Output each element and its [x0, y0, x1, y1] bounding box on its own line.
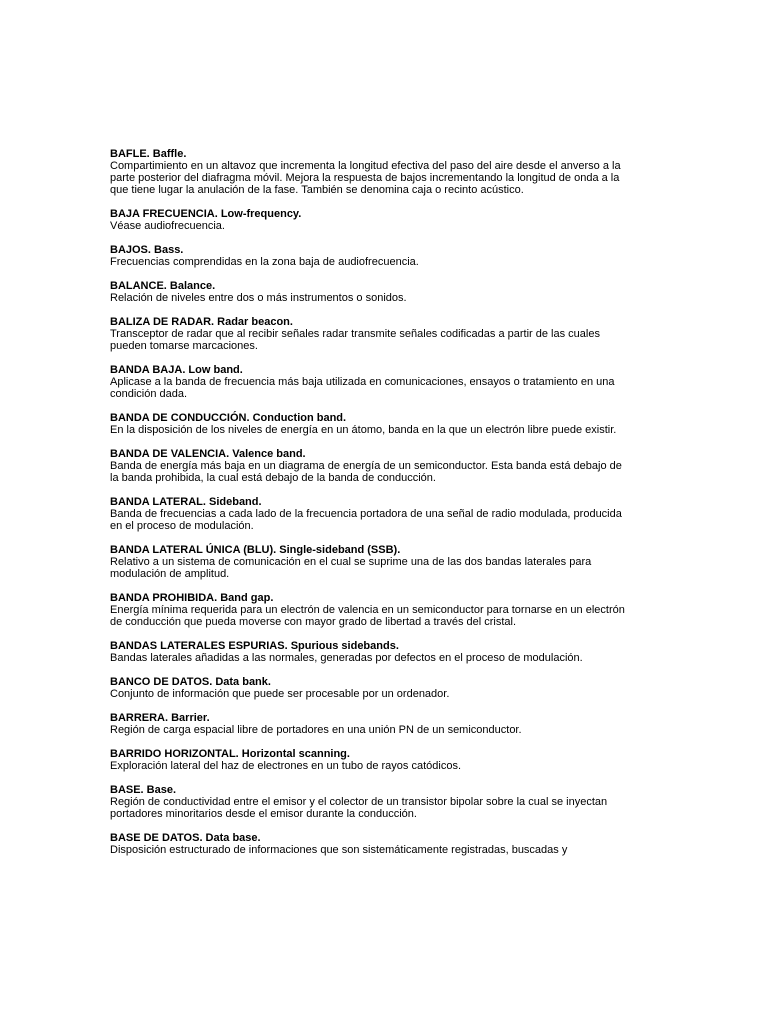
- glossary-entry: [110, 316, 625, 352]
- glossary-entry: [110, 448, 625, 484]
- entry-definition: Transceptor de radar que al recibir señales radar transmite señales codificadas a partir de las cuales pueden tomarse marcaciones.: [110, 328, 600, 352]
- glossary-entry: [110, 244, 625, 268]
- glossary-entry: [110, 544, 625, 580]
- glossary-entry: [110, 784, 625, 820]
- entry-definition: Relación de niveles entre dos o más instrumentos o sonidos.: [110, 292, 407, 304]
- entry-definition: Bandas laterales añadidas a las normales, generadas por defectos en el proceso de modulación.: [110, 652, 583, 664]
- entry-definition: Banda de energía más baja en un diagrama de energía de un semiconductor. Esta banda está debajo de la banda prohibida, la cual está debajo de la banda de conducción.: [110, 460, 622, 484]
- entry-term: BANDA LATERAL ÚNICA (BLU). Single-sideband (SSB).: [110, 544, 401, 556]
- glossary-entry: [110, 364, 625, 400]
- entry-term: BANDA DE CONDUCCIÓN. Conduction band.: [110, 412, 347, 424]
- entry-definition: Disposición estructurado de informaciones que son sistemáticamente registradas, buscadas y: [110, 844, 568, 856]
- entry-term: BARRERA. Barrier.: [110, 712, 210, 724]
- glossary-entry: [110, 148, 625, 196]
- glossary-entry: [110, 592, 625, 628]
- entry-term: BASE. Base.: [110, 784, 177, 796]
- entry-term: BALANCE. Balance.: [110, 280, 216, 292]
- entry-term: BANDA LATERAL. Sideband.: [110, 496, 262, 508]
- glossary-page: [110, 148, 625, 868]
- entry-definition: Banda de frecuencias a cada lado de la frecuencia portadora de una señal de radio modulada, producida en el proceso de modulación.: [110, 508, 622, 532]
- glossary-entry: [110, 280, 625, 304]
- entry-definition: Energía mínima requerida para un electrón de valencia en un semiconductor para tornarse en un electrón de conducción que pueda moverse con mayor grado de libertad a través del cristal.: [110, 604, 625, 628]
- glossary-entry: [110, 208, 625, 232]
- glossary-entry: [110, 832, 625, 856]
- entry-definition: Región de conductividad entre el emisor y el colector de un transistor bipolar sobre la cual se inyectan portadores minoritarios desde el emisor durante la conducción.: [110, 796, 608, 820]
- entry-term: BARRIDO HORIZONTAL. Horizontal scanning.: [110, 748, 350, 760]
- entry-term: BANDA PROHIBIDA. Band gap.: [110, 592, 274, 604]
- entry-definition: Conjunto de información que puede ser procesable por un ordenador.: [110, 688, 450, 700]
- glossary-entry: [110, 640, 625, 664]
- entry-term: BANDA BAJA. Low band.: [110, 364, 243, 376]
- entry-definition: Aplicase a la banda de frecuencia más baja utilizada en comunicaciones, ensayos o tratamiento en una condición dada.: [110, 376, 615, 400]
- glossary-entry: [110, 496, 625, 532]
- entry-definition: Véase audiofrecuencia.: [110, 220, 225, 232]
- entry-definition: Exploración lateral del haz de electrones en un tubo de rayos catódicos.: [110, 760, 461, 772]
- glossary-entry: [110, 676, 625, 700]
- entry-term: BAJOS. Bass.: [110, 244, 184, 256]
- entry-term: BANDA DE VALENCIA. Valence band.: [110, 448, 306, 460]
- entry-term: BASE DE DATOS. Data base.: [110, 832, 261, 844]
- entry-term: BAJA FRECUENCIA. Low-frequency.: [110, 208, 302, 220]
- entry-definition: En la disposición de los niveles de energía en un átomo, banda en la que un electrón libre puede existir.: [110, 424, 617, 436]
- entry-definition: Región de carga espacial libre de portadores en una unión PN de un semiconductor.: [110, 724, 522, 736]
- glossary-entry: [110, 748, 625, 772]
- entry-definition: Compartimiento en un altavoz que incrementa la longitud efectiva del paso del aire desde el anverso a la parte posterior del diafragma móvil. Mejora la respuesta de bajos incrementando la longitud de onda a la que tiene lugar la anulación de la fase. También se denomina caja o recinto acústico.: [110, 160, 621, 196]
- entry-definition: Relativo a un sistema de comunicación en el cual se suprime una de las dos bandas laterales para modulación de amplitud.: [110, 556, 592, 580]
- entry-term: BANCO DE DATOS. Data bank.: [110, 676, 271, 688]
- glossary-entry: [110, 712, 625, 736]
- glossary-entry: [110, 412, 625, 436]
- entry-term: BANDAS LATERALES ESPURIAS. Spurious sidebands.: [110, 640, 399, 652]
- entry-term: BAFLE. Baffle.: [110, 148, 187, 160]
- entry-definition: Frecuencias comprendidas en la zona baja de audiofrecuencia.: [110, 256, 419, 268]
- entry-term: BALIZA DE RADAR. Radar beacon.: [110, 316, 293, 328]
